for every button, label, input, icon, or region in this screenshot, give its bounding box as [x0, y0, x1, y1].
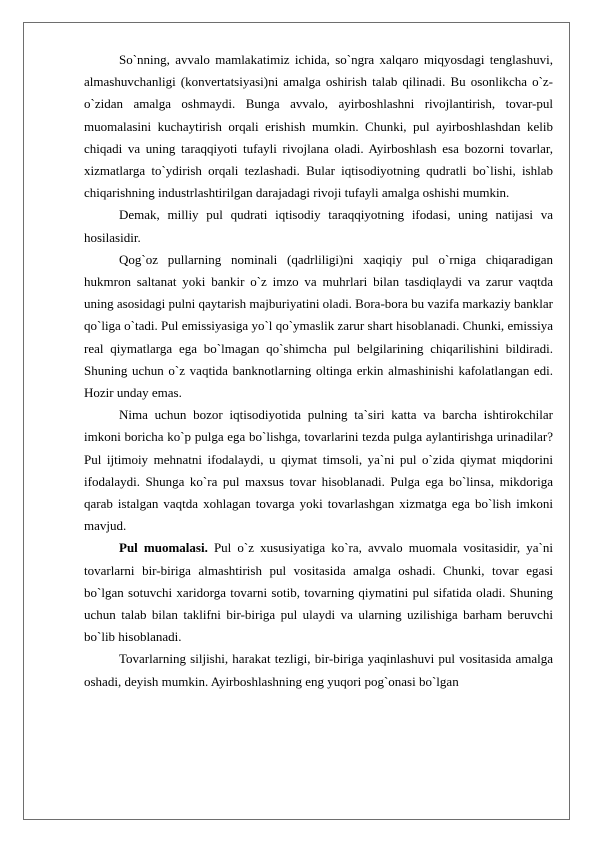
paragraph-text: Nima uchun bozor iqtisodiyotida pulning ta`siri katta va barcha ishtirokchilar imkoni boricha ko`p pulga ega bo`lishga, tovarlarini tezda pulga aylantirishga urinadilar? Pul ijtimoiy mehnatni ifodalaydi, u qiymat timsoli, ya`ni pul o`zida qiymat miqdorini ifodalaydi. Shunga ko`ra pul maxsus tovar hisoblanadi. Pulga ega bo`linsa, mikdoriga qarab istalgan vaqtda xohlagan tovarga yoki tovarlashgan xizmatga ega bo`lish imkoni mavjud.: [84, 407, 553, 534]
document-body: [84, 49, 553, 693]
paragraph-text: So`nning, avvalo mamlakatimiz ichida, so`ngra xalqaro miqyosdagi tenglashuvi, almashuvchanligi (konvertatsiyasi)ni amalga oshirish talab qilinadi. Bu osonlikcha o`z-o`zidan amalga oshmaydi. Bunga avvalo, ayirboshlashni rivojlantirish, tovar-pul muomalasini kuchaytirish orqali erishish mumkin. Chunki, pul ayirboshlashdan kelib chiqadi va uning taraqqiyoti tufayli rivojlana oladi. Ayirboshlash esa bozorni tovarlar, xizmatlarga to`ydirish orqali tezlashadi. Bular iqtisodiyotning qudratli bo`lishi, ishlab chiqarishning industrlashtirilgan darajadagi rivoji tufayli amalga oshishi mumkin.: [84, 52, 553, 201]
paragraph: [84, 249, 553, 404]
paragraph: [84, 204, 553, 248]
paragraph-text: Qog`oz pullarning nominali (qadrliligi)ni xaqiqiy pul o`rniga chiqaradigan hukmron saltanat yoki bankir o`z imzo va muhrlari bilan tasdiqlaydi va zarur vaqtda uning asosidagi pulni qaytarish majburiyatini oladi. Bora-bora bu vazifa markaziy banklar qo`liga o`tadi. Pul emissiyasiga yo`l qo`ymaslik zarur shart hisoblanadi. Chunki, emissiya real qiymatlarga ega bo`lmagan qo`shimcha pul belgilarining chiqarilishini bildiradi. Shuning uchun o`z vaqtida banknotlarning oltinga erkin almashinishi kafolatlangan edi. Hozir unday emas.: [84, 251, 553, 401]
paragraph: [84, 49, 553, 204]
paragraph-text: Pul o`z xususiyatiga ko`ra, avvalo muomala vositasidir, ya`ni tovarlarni bir-biriga almashtirish pul vositasida amalga oshadi. Chunki, tovar egasi bo`lgan sotuvchi xaridorga tovarni sotib, tovarning qiymatini pul sifatida oladi. Shuning uchun talab bilan taklifni bir-biriga pul ulaydi va ularning uzilishiga barham beruvchi bo`lib hisoblanadi.: [84, 540, 553, 645]
section-heading: Pul muomalasi.: [119, 540, 208, 556]
page-frame: [23, 22, 570, 820]
paragraph: [84, 404, 553, 537]
paragraph: [84, 648, 553, 692]
paragraph: [84, 537, 553, 648]
paragraph-text: Tovarlarning siljishi, harakat tezligi, bir-biriga yaqinlashuvi pul vositasida amalga oshadi, deyish mumkin. Ayirboshlashning eng yuqori pog`onasi bo`lgan: [84, 651, 553, 689]
paragraph-text: Demak, milliy pul qudrati iqtisodiy taraqqiyotning ifodasi, uning natijasi va hosilasidir.: [84, 207, 553, 245]
